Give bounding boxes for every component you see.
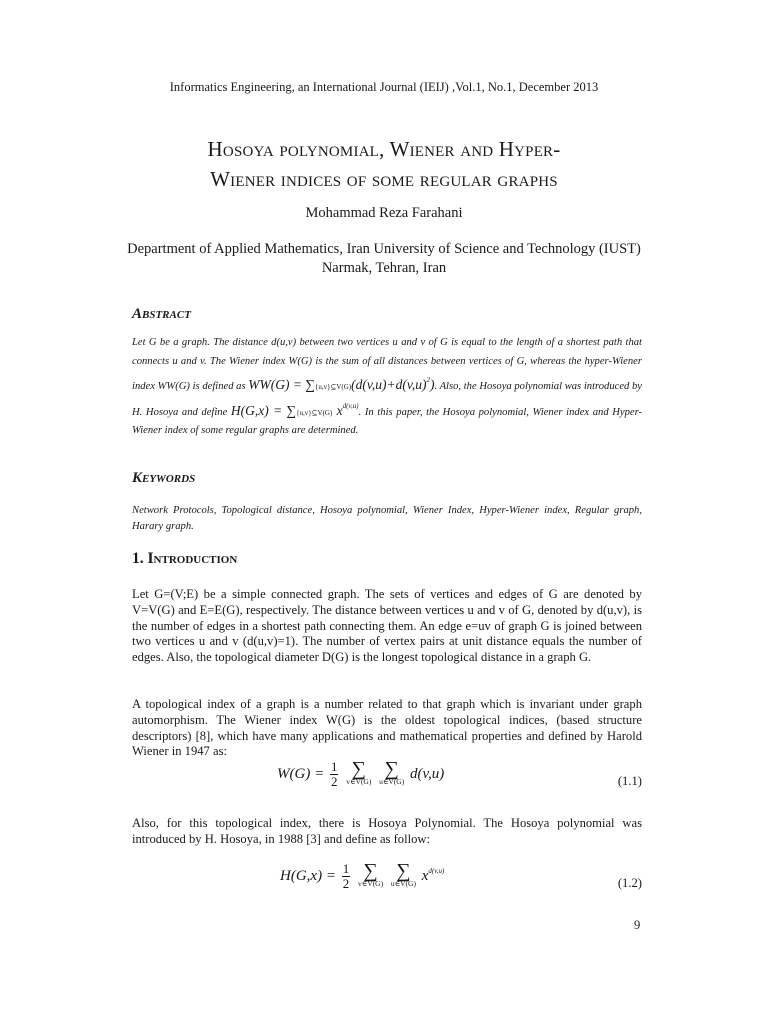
equation-1-1	[132, 760, 642, 810]
abstract-text: Let G be a graph. The distance d(u,v) between two vertices u and v of G is equal to the length of a shortest path that connects u and v. The Wiener index W(G) is the sum of all distances between vertices of G, whereas the hyper-Wiener index WW(G) is defined as $WW(G) = \sum\{u,v\}⊆V(G)(d(v,u)+d(v,u)^2)$. Also, the Hosoya polynomial was introduced by H. Hosoya and define H(G,x) = ∑{u,v}⊆V(G) $x^{d(v,u)}$. In this paper, the Hosoya polynomial, Wiener index and Hyper-Wiener index of some regular graphs are determined.	[132, 337, 643, 436]
author-name: Mohammad Reza Farahani	[305, 205, 463, 221]
sum-symbol: ∑ v∈V(G)	[346, 758, 372, 786]
title-line-2: Wiener indices of some regular graphs	[210, 167, 558, 191]
abstract-line-4: paper, the Hosoya polynomial, Wiener index and Hyper-Wiener index of some regular graphs are determined.	[132, 406, 643, 436]
section-heading-introduction	[132, 550, 237, 568]
title-part-3: Hyper-	[498, 137, 561, 161]
intro-paragraph-1: Let G=(V;E) be a simple connected graph. The sets of vertices and edges of G are denoted by V=V(G) and E=E(G), respectively. The distance between vertices u and v of G, denoted by d(u,v), is the number of edges in a shortest path connecting them. An edge e=uv of graph G is joined between two vertices u and v (d(u,v)=1). The number of vertex pairs at unit distance equals the number of edges. Also, the topological diameter D(G) is the longest topological distance in a graph G.	[132, 587, 642, 665]
keywords-heading: Keywords	[132, 470, 196, 486]
sum-symbol: ∑ v∈V(G)	[357, 860, 384, 888]
affiliation	[60, 240, 708, 278]
wiener-index-formula: W(G) = $\frac{1}{2}$ ∑ v∈V(G) ∑ u∈V(G) d(v,u)	[277, 758, 445, 789]
section-number: 1.	[132, 550, 148, 567]
equation-1-2	[132, 862, 642, 912]
abstract-heading: Abstract	[132, 306, 191, 322]
journal-header: Informatics Engineering, an International Journal (IEIJ) ,Vol.1, No.1, December 2013	[169, 80, 599, 94]
section-title: Introduction	[147, 550, 238, 567]
keywords-text: Network Protocols, Topological distance, Hosoya polynomial, Wiener Index, Hyper-Wiener index, Regular graph, Harary graph.	[132, 505, 642, 532]
hosoya-polynomial-formula: H(G,x) = $\frac{1}{2}$ ∑ v∈V(G) ∑ u∈V(G) $x^{d(v,u)}$	[280, 860, 445, 891]
title-part-1: Hosoya polynomial,	[207, 137, 390, 161]
intro-paragraph-3: Also, for this topological index, there is Hosoya Polynomial. The Hosoya polynomial was introduced by H. Hosoya, in 1988 [3] and define as follow:	[132, 816, 642, 846]
equation-number: (1.2)	[617, 876, 642, 890]
abstract-line-2: whereas the hyper-Wiener index WW(G) is defined as	[132, 355, 642, 392]
paper-title	[60, 134, 708, 194]
hosoya-inline-formula: H(G,x) = ∑{u,v}⊆V(G) $x^{d(v,u)}$	[230, 401, 359, 418]
affiliation-line-1: Department of Applied Mathematics, Iran University of Science and Technology (IUST)	[127, 241, 641, 257]
abstract-line-1: Let G be a graph. The distance d(u,v) between two vertices u and v of G is equal to the length of a shortest path that connects u and v. The Wiener index W(G) is the sum of all distances between vertices of G,	[132, 337, 642, 367]
title-part-2: Wiener and	[389, 137, 499, 161]
fraction-half: $\frac{1}{2}$	[342, 861, 350, 891]
affiliation-line-2: Narmak, Tehran, Iran	[321, 260, 447, 276]
fraction-half: $\frac{1}{2}$	[330, 759, 338, 789]
sum-symbol: ∑ u∈V(G)	[379, 758, 405, 786]
equation-number: (1.1)	[617, 774, 642, 788]
page-number: 9	[634, 918, 641, 932]
hyper-wiener-formula: $WW(G) = \sum\{u,v\}⊆V(G)(d(v,u)+d(v,u)^2)$	[248, 376, 435, 392]
intro-paragraph-2: A topological index of a graph is a number related to that graph which is invariant under graph automorphism. The Wiener index W(G) is the oldest topological indices, (based structure descriptors) [8], which have many applications and mathematical properties and defined by Harold Wiener in 1947 as:	[132, 697, 642, 759]
abstract-line-3: Hosoya polynomial was introduced by H. Hosoya and define	[132, 381, 643, 418]
sum-symbol: ∑ u∈V(G)	[390, 860, 416, 888]
